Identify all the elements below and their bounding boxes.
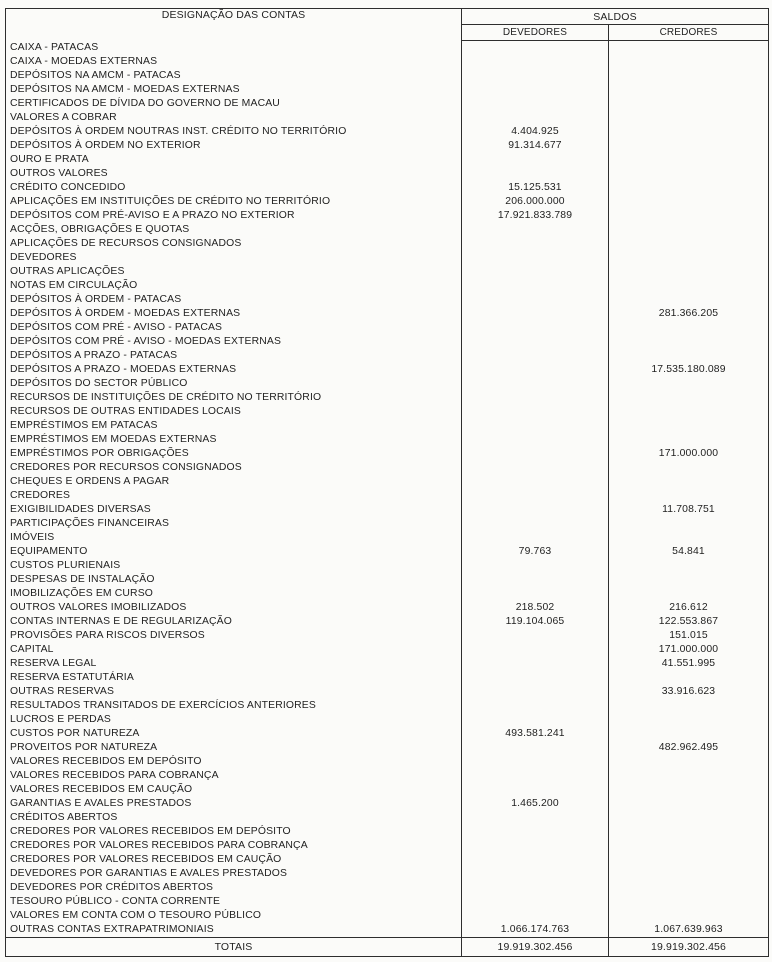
devedores-value [462, 405, 609, 419]
credores-value [609, 531, 769, 545]
table-row [6, 741, 769, 755]
column-header-credores: CREDORES [609, 25, 769, 41]
devedores-value [462, 251, 609, 265]
totals-devedores-value: 19.919.302.456 [462, 937, 609, 956]
devedores-value [462, 573, 609, 587]
devedores-value [462, 223, 609, 237]
accounts-body [6, 41, 769, 938]
table-row [6, 601, 769, 615]
table-row [6, 475, 769, 489]
table-row [6, 559, 769, 573]
credores-value [609, 377, 769, 391]
table-row [6, 237, 769, 251]
credores-value: 11.708.751 [662, 503, 715, 515]
account-name: RECURSOS DE OUTRAS ENTIDADES LOCAIS [6, 405, 462, 419]
credores-value [609, 391, 769, 405]
table-row [6, 69, 769, 83]
credores-value [609, 559, 769, 573]
account-name: LUCROS E PERDAS [6, 713, 462, 727]
devedores-value [462, 559, 609, 573]
devedores-value [462, 643, 609, 657]
credores-value: 171.000.000 [658, 447, 719, 459]
account-name: DEPÓSITOS A PRAZO - MOEDAS EXTERNAS [6, 363, 462, 377]
devedores-value: 206.000.000 [462, 195, 609, 209]
credores-value [609, 867, 769, 881]
account-name: CONTAS INTERNAS E DE REGULARIZAÇÃO [6, 615, 462, 629]
table-row [6, 447, 769, 461]
devedores-value [462, 461, 609, 475]
devedores-value [462, 825, 609, 839]
credores-value [609, 251, 769, 265]
account-name: OUTROS VALORES IMOBILIZADOS [6, 601, 462, 615]
credores-value [609, 489, 769, 503]
devedores-value [462, 153, 609, 167]
table-row [6, 671, 769, 685]
credores-value [609, 839, 769, 853]
credores-value: 281.366.205 [658, 307, 719, 319]
devedores-value [462, 307, 609, 321]
table-row [6, 839, 769, 853]
credores-value [609, 321, 769, 335]
devedores-value [462, 349, 609, 363]
table-row [6, 97, 769, 111]
account-name: EQUIPAMENTO [6, 545, 462, 559]
table-row [6, 517, 769, 531]
account-name: CRÉDITOS ABERTOS [6, 811, 462, 825]
devedores-value: 15.125.531 [462, 181, 609, 195]
devedores-value [462, 265, 609, 279]
devedores-value [462, 83, 609, 97]
credores-value [609, 461, 769, 475]
credores-value [609, 573, 769, 587]
account-name: VALORES A COBRAR [6, 111, 462, 125]
credores-value [609, 755, 769, 769]
devedores-value [462, 503, 609, 517]
table-row [6, 279, 769, 293]
table-row [6, 489, 769, 503]
devedores-value [462, 489, 609, 503]
account-name: DEPÓSITOS À ORDEM NOUTRAS INST. CRÉDITO NO TERRITÓRIO [6, 125, 462, 139]
credores-value [609, 335, 769, 349]
table-row [6, 867, 769, 881]
table-row [6, 251, 769, 265]
table-row [6, 55, 769, 69]
account-name: DESPESAS DE INSTALAÇÃO [6, 573, 462, 587]
table-row [6, 797, 769, 811]
devedores-value: 17.921.833.789 [462, 209, 609, 223]
devedores-value: 218.502 [462, 601, 609, 615]
account-name: PARTICIPAÇÕES FINANCEIRAS [6, 517, 462, 531]
table-row [6, 139, 769, 153]
table-row [6, 685, 769, 699]
devedores-value [462, 363, 609, 377]
trial-balance-table [5, 8, 769, 957]
account-name: PROVISÕES PARA RISCOS DIVERSOS [6, 629, 462, 643]
table-row [6, 419, 769, 433]
credores-value [609, 41, 769, 55]
devedores-value [462, 839, 609, 853]
credores-value: 33.916.623 [661, 685, 716, 697]
table-row [6, 923, 769, 938]
devedores-value [462, 671, 609, 685]
credores-value [609, 265, 769, 279]
credores-value [609, 195, 769, 209]
table-row [6, 111, 769, 125]
credores-value: 151.015 [669, 629, 708, 641]
credores-value [609, 853, 769, 867]
table-row [6, 195, 769, 209]
table-row [6, 629, 769, 643]
devedores-value: 1.066.174.763 [462, 923, 609, 938]
credores-value [609, 419, 769, 433]
credores-value [609, 405, 769, 419]
devedores-value: 493.581.241 [462, 727, 609, 741]
table-row [6, 461, 769, 475]
account-name: DEPÓSITOS NA AMCM - MOEDAS EXTERNAS [6, 83, 462, 97]
account-name: DEPÓSITOS COM PRÉ - AVISO - PATACAS [6, 321, 462, 335]
table-row [6, 293, 769, 307]
account-name: EMPRÉSTIMOS EM PATACAS [6, 419, 462, 433]
totals-row [6, 937, 769, 956]
table-row [6, 391, 769, 405]
table-row [6, 153, 769, 167]
account-name: CREDORES POR VALORES RECEBIDOS PARA COBRANÇA [6, 839, 462, 853]
account-name: APLICAÇÕES DE RECURSOS CONSIGNADOS [6, 237, 462, 251]
account-name: ACÇÕES, OBRIGAÇÕES E QUOTAS [6, 223, 462, 237]
credores-value: 122.553.867 [658, 615, 719, 627]
devedores-value [462, 713, 609, 727]
devedores-value [462, 419, 609, 433]
credores-value: 54.841 [672, 545, 705, 557]
devedores-value [462, 377, 609, 391]
account-name: DEPÓSITOS À ORDEM - MOEDAS EXTERNAS [6, 307, 462, 321]
devedores-value [462, 769, 609, 783]
account-name: OUTRAS RESERVAS [6, 685, 462, 699]
account-name: CRÉDITO CONCEDIDO [6, 181, 462, 195]
account-name: EXIGIBILIDADES DIVERSAS [6, 503, 462, 517]
table-row [6, 587, 769, 601]
devedores-value [462, 433, 609, 447]
devedores-value: 91.314.677 [462, 139, 609, 153]
credores-value [609, 797, 769, 811]
devedores-value [462, 335, 609, 349]
devedores-value [462, 867, 609, 881]
credores-value [609, 699, 769, 713]
credores-value [609, 517, 769, 531]
table-row [6, 853, 769, 867]
credores-value [609, 279, 769, 293]
devedores-value [462, 909, 609, 923]
account-name: EMPRÉSTIMOS POR OBRIGAÇÕES [6, 447, 462, 461]
credores-value [609, 475, 769, 489]
totals-label: TOTAIS [6, 937, 462, 956]
account-name: OURO E PRATA [6, 153, 462, 167]
table-row [6, 335, 769, 349]
table-row [6, 433, 769, 447]
credores-value [609, 181, 769, 195]
table-row [6, 825, 769, 839]
account-name: TESOURO PÚBLICO - CONTA CORRENTE [6, 895, 462, 909]
table-row [6, 503, 769, 517]
account-name: CAIXA - MOEDAS EXTERNAS [6, 55, 462, 69]
column-header-saldos: SALDOS [462, 9, 769, 25]
account-name: DEVEDORES POR CRÉDITOS ABERTOS [6, 881, 462, 895]
devedores-value [462, 881, 609, 895]
devedores-value [462, 293, 609, 307]
devedores-value [462, 531, 609, 545]
table-row [6, 83, 769, 97]
devedores-value [462, 391, 609, 405]
credores-value [609, 825, 769, 839]
table-row [6, 727, 769, 741]
account-name: CREDORES [6, 489, 462, 503]
table-row [6, 713, 769, 727]
table-row [6, 895, 769, 909]
account-name: PROVEITOS POR NATUREZA [6, 741, 462, 755]
table-row [6, 405, 769, 419]
devedores-value: 4.404.925 [462, 125, 609, 139]
account-name: RESERVA ESTATUTÁRIA [6, 671, 462, 685]
table-row [6, 377, 769, 391]
table-row [6, 755, 769, 769]
account-name: DEPÓSITOS A PRAZO - PATACAS [6, 349, 462, 363]
devedores-value [462, 447, 609, 461]
devedores-value [462, 811, 609, 825]
credores-value [609, 111, 769, 125]
account-name: VALORES EM CONTA COM O TESOURO PÚBLICO [6, 909, 462, 923]
table-row [6, 41, 769, 55]
credores-value [609, 83, 769, 97]
devedores-value [462, 321, 609, 335]
credores-value [609, 69, 769, 83]
devedores-value [462, 167, 609, 181]
table-row [6, 265, 769, 279]
account-name: CUSTOS PLURIENAIS [6, 559, 462, 573]
account-name: NOTAS EM CIRCULAÇÃO [6, 279, 462, 293]
account-name: CREDORES POR RECURSOS CONSIGNADOS [6, 461, 462, 475]
table-row [6, 307, 769, 321]
table-row [6, 349, 769, 363]
credores-value [609, 713, 769, 727]
account-name: RESULTADOS TRANSITADOS DE EXERCÍCIOS ANTERIORES [6, 699, 462, 713]
devedores-value [462, 279, 609, 293]
devedores-value [462, 55, 609, 69]
credores-value [609, 223, 769, 237]
table-row [6, 167, 769, 181]
account-name: CUSTOS POR NATUREZA [6, 727, 462, 741]
table-row [6, 125, 769, 139]
account-name: DEVEDORES POR GARANTIAS E AVALES PRESTADOS [6, 867, 462, 881]
credores-value: 1.067.639.963 [654, 923, 723, 935]
table-row [6, 209, 769, 223]
account-name: CAPITAL [6, 643, 462, 657]
credores-value [609, 671, 769, 685]
table-row [6, 699, 769, 713]
credores-value: 171.000.000 [658, 643, 719, 655]
account-name: IMOBILIZAÇÕES EM CURSO [6, 587, 462, 601]
column-header-devedores: DEVEDORES [462, 25, 609, 41]
devedores-value [462, 895, 609, 909]
credores-value: 482.962.495 [658, 741, 719, 753]
account-name: CAIXA - PATACAS [6, 41, 462, 55]
devedores-value [462, 69, 609, 83]
table-row [6, 615, 769, 629]
devedores-value [462, 587, 609, 601]
account-name: OUTRAS APLICAÇÕES [6, 265, 462, 279]
devedores-value [462, 657, 609, 671]
account-name: VALORES RECEBIDOS PARA COBRANÇA [6, 769, 462, 783]
account-name: CHEQUES E ORDENS A PAGAR [6, 475, 462, 489]
credores-value [609, 881, 769, 895]
account-name: VALORES RECEBIDOS EM DEPÓSITO [6, 755, 462, 769]
account-name: CREDORES POR VALORES RECEBIDOS EM DEPÓSITO [6, 825, 462, 839]
table-row [6, 181, 769, 195]
credores-value [609, 293, 769, 307]
devedores-value [462, 517, 609, 531]
table-row [6, 811, 769, 825]
table-row [6, 881, 769, 895]
credores-value: 216.612 [669, 601, 708, 613]
account-name: DEVEDORES [6, 251, 462, 265]
devedores-value [462, 97, 609, 111]
devedores-value [462, 629, 609, 643]
credores-value [609, 139, 769, 153]
table-row [6, 545, 769, 559]
devedores-value [462, 853, 609, 867]
account-name: IMÓVEIS [6, 531, 462, 545]
devedores-value: 1.465.200 [462, 797, 609, 811]
devedores-value [462, 699, 609, 713]
devedores-value [462, 783, 609, 797]
table-row [6, 223, 769, 237]
account-name: CERTIFICADOS DE DÍVIDA DO GOVERNO DE MACAU [6, 97, 462, 111]
account-name: RESERVA LEGAL [6, 657, 462, 671]
devedores-value [462, 475, 609, 489]
devedores-value [462, 741, 609, 755]
devedores-value [462, 111, 609, 125]
table-row [6, 531, 769, 545]
table-row [6, 909, 769, 923]
table-row [6, 363, 769, 377]
account-name: DEPÓSITOS DO SECTOR PÚBLICO [6, 377, 462, 391]
credores-value [609, 769, 769, 783]
devedores-value [462, 685, 609, 699]
credores-value [609, 909, 769, 923]
credores-value [609, 237, 769, 251]
table-row [6, 769, 769, 783]
devedores-value [462, 755, 609, 769]
header-row-1 [6, 9, 769, 25]
credores-value: 41.551.995 [661, 657, 716, 669]
table-row [6, 783, 769, 797]
account-name: DEPÓSITOS COM PRÉ - AVISO - MOEDAS EXTERNAS [6, 335, 462, 349]
account-name: CREDORES POR VALORES RECEBIDOS EM CAUÇÃO [6, 853, 462, 867]
credores-value [609, 97, 769, 111]
account-name: DEPÓSITOS À ORDEM NO EXTERIOR [6, 139, 462, 153]
account-name: GARANTIAS E AVALES PRESTADOS [6, 797, 462, 811]
account-name: EMPRÉSTIMOS EM MOEDAS EXTERNAS [6, 433, 462, 447]
table-row [6, 321, 769, 335]
credores-value [609, 209, 769, 223]
credores-value: 17.535.180.089 [651, 363, 726, 375]
account-name: DEPÓSITOS NA AMCM - PATACAS [6, 69, 462, 83]
credores-value [609, 783, 769, 797]
table-row [6, 657, 769, 671]
account-name: RECURSOS DE INSTITUIÇÕES DE CRÉDITO NO TERRITÓRIO [6, 391, 462, 405]
table-row [6, 573, 769, 587]
credores-value [609, 587, 769, 601]
account-name: DEPÓSITOS COM PRÉ-AVISO E A PRAZO NO EXTERIOR [6, 209, 462, 223]
devedores-value [462, 237, 609, 251]
credores-value [609, 895, 769, 909]
credores-value [609, 153, 769, 167]
credores-value [609, 433, 769, 447]
credores-value [609, 727, 769, 741]
account-name: VALORES RECEBIDOS EM CAUÇÃO [6, 783, 462, 797]
devedores-value: 79.763 [462, 545, 609, 559]
devedores-value [462, 41, 609, 55]
totals-credores-value: 19.919.302.456 [609, 937, 769, 956]
credores-value [609, 349, 769, 363]
table-row [6, 643, 769, 657]
credores-value [609, 811, 769, 825]
account-name: OUTROS VALORES [6, 167, 462, 181]
account-name: APLICAÇÕES EM INSTITUIÇÕES DE CRÉDITO NO TERRITÓRIO [6, 195, 462, 209]
column-header-accounts: DESIGNAÇÃO DAS CONTAS [6, 9, 462, 41]
credores-value [609, 55, 769, 69]
account-name: DEPÓSITOS À ORDEM - PATACAS [6, 293, 462, 307]
credores-value [609, 167, 769, 181]
credores-value [609, 125, 769, 139]
devedores-value: 119.104.065 [462, 615, 609, 629]
account-name: OUTRAS CONTAS EXTRAPATRIMONIAIS [6, 923, 462, 938]
